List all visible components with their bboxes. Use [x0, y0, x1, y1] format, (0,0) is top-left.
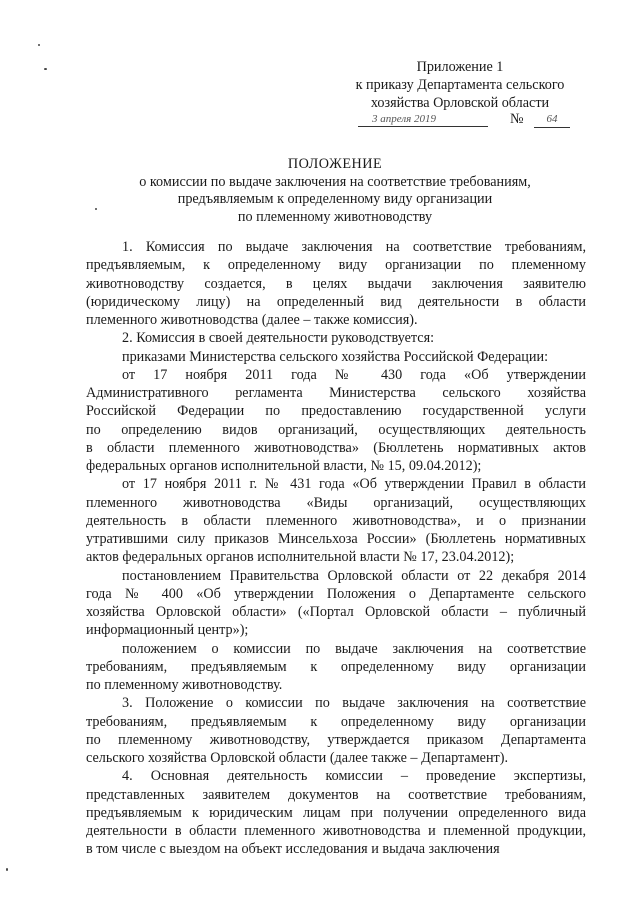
body-line: Административного регламента Министерства сельского хозяйства: [86, 385, 586, 401]
body-line: в том числе с выездом на объект исследования и выдача заключения: [86, 841, 500, 858]
body-line: утратившими силу приказов Минсельхоза России» (Бюллетень нормативных: [86, 531, 586, 547]
order-number-label: №: [510, 111, 524, 127]
body-line: года № 400 «Об утверждении Положения о Департаменте сельского: [86, 585, 586, 602]
body-line: предъявляемым к юридическим лицам при получении определенного вида: [86, 804, 586, 821]
body-line: положением о комиссии по выдаче заключения на соответствие: [122, 640, 586, 657]
appendix-line-2: к приказу Департамента сельского: [355, 77, 565, 93]
body-line: информационный центр»);: [86, 622, 249, 639]
body-line: сельского хозяйства Орловской области (далее также – Департамент).: [86, 750, 509, 766]
body-line: по определению видов организаций, осуществляющих деятельность: [86, 421, 586, 438]
body-line: по племенному животноводству.: [86, 677, 283, 693]
body-line: племенного животноводства «Виды организаций, осуществляющих: [86, 494, 586, 511]
body-line: деятельности в области племенного животноводства и племенной продукции,: [86, 823, 586, 839]
title-line-1: о комиссии по выдаче заключения на соответствие требованиям,: [139, 173, 531, 190]
body-line: актов федеральных органов исполнительной власти № 17, 23.04.2012);: [86, 549, 515, 566]
body-line: от 17 ноября 2011 года № 430 года «Об утверждении: [122, 366, 586, 383]
body-line: животноводству создается, в целях выдачи заключения заявителю: [86, 275, 586, 292]
body-line: по племенному животноводству, утверждается приказом Департамента: [86, 731, 586, 748]
order-number-handwritten: 64: [534, 111, 570, 128]
body-line: племенного животноводства (далее – также комиссия).: [86, 312, 418, 328]
body-line: постановлением Правительства Орловской области от 22 декабря 2014: [122, 567, 586, 584]
body-line: 4. Основная деятельность комиссии – проведение экспертизы,: [122, 768, 586, 785]
order-reference: [358, 111, 570, 129]
scan-speck: [6, 868, 8, 871]
body-line: от 17 ноября 2011 г. № 431 года «Об утверждении Правил в области: [122, 476, 586, 493]
appendix-header: [330, 58, 590, 112]
title-line-2: предъявляемым к определенному виду организации: [177, 191, 493, 208]
body-line: федеральных органов исполнительной власти, № 15, 09.04.2012);: [86, 458, 482, 474]
scan-speck: [44, 68, 47, 70]
appendix-line-3: хозяйства Орловской области: [370, 95, 550, 111]
document-body: [86, 238, 586, 859]
body-line: приказами Министерства сельского хозяйства Российской Федерации:: [122, 348, 549, 365]
body-line: 2. Комиссия в своей деятельности руководствуется:: [122, 330, 435, 347]
body-line: 1. Комиссия по выдаче заключения на соответствие требованиям,: [122, 239, 586, 255]
appendix-line-1: Приложение 1: [416, 59, 504, 75]
scan-speck: [95, 208, 97, 210]
title-heading: ПОЛОЖЕНИЕ: [287, 156, 383, 172]
order-date-handwritten: 3 апреля 2019: [358, 111, 488, 127]
body-line: требованиям, предъявляемым к определенному виду организации: [86, 658, 586, 675]
body-line: (юридическому лицу) на определенный вид деятельности в области: [86, 293, 586, 310]
scan-speck: [38, 44, 40, 46]
body-line: деятельность в области племенного животноводства», и о признании: [86, 512, 586, 529]
body-line: в области племенного животноводства» (Бюллетень нормативных актов: [86, 439, 586, 456]
document-title: [100, 156, 570, 226]
body-line: требованиям, предъявляемым к определенному виду организации: [86, 713, 586, 730]
body-line: хозяйства Орловской области» («Портал Орловской области – публичный: [86, 604, 586, 620]
body-line: Российской Федерации по предоставлению государственной услуги: [86, 403, 586, 420]
title-line-3: по племенному животноводству: [237, 208, 433, 225]
body-line: предъявляемым, к определенному виду организации по племенному: [86, 257, 586, 274]
body-line: представленных заявителем документов на соответствие требованиям,: [86, 786, 586, 803]
body-line: 3. Положение о комиссии по выдаче заключения на соответствие: [122, 695, 586, 712]
